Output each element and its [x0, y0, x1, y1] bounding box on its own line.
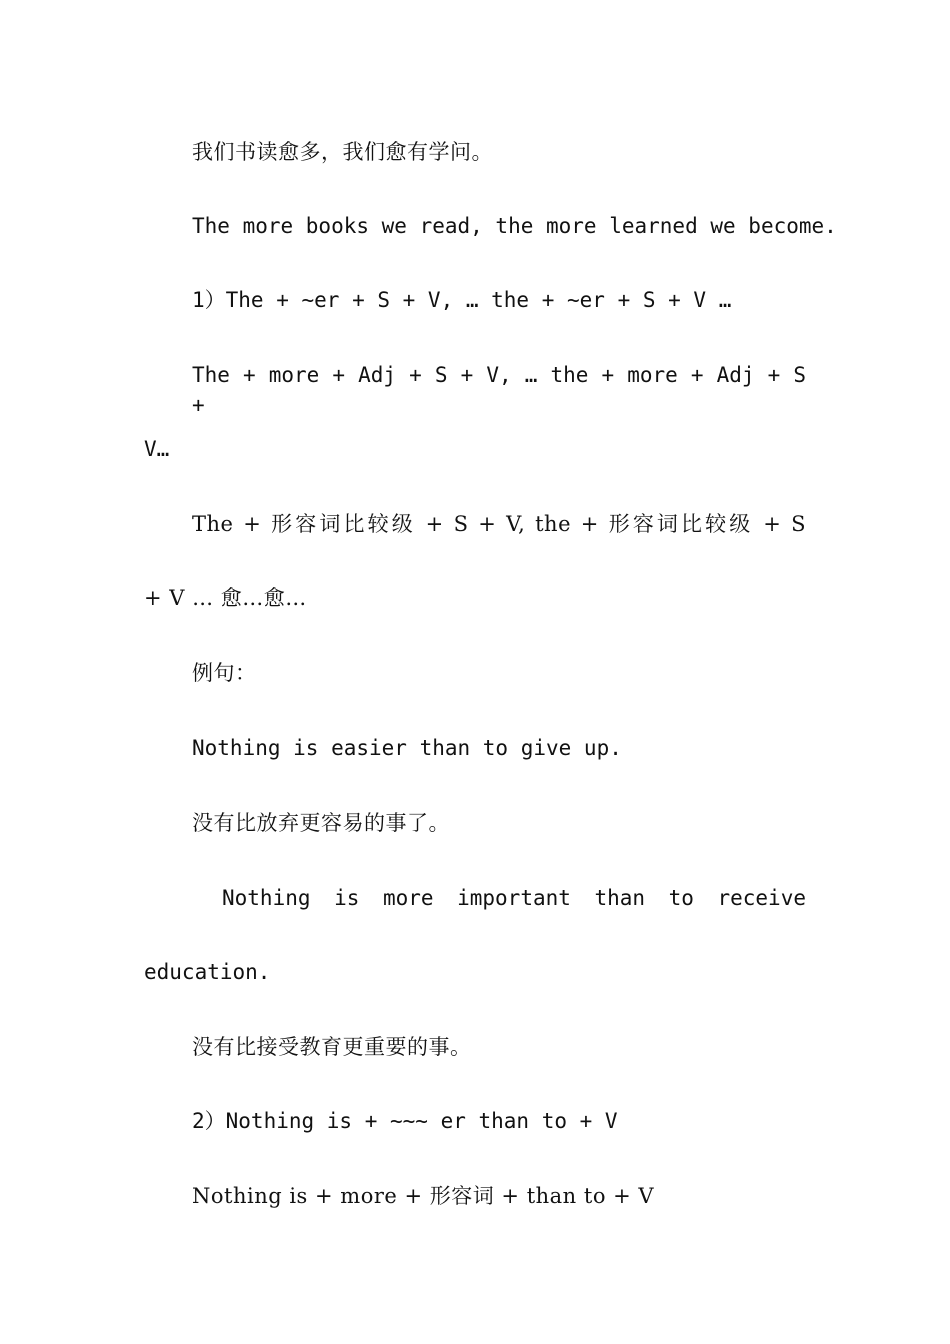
- pattern-1-heading: 1）The + ~er + S + V, … the + ~er + S + V …: [192, 288, 732, 312]
- pattern-2-heading: 2）Nothing is + ~~~ er than to + V: [192, 1109, 618, 1133]
- example-chinese-2: 没有比接受教育更重要的事。: [192, 1035, 472, 1059]
- english-sentence-1: The more books we read, the more learned we become.: [192, 214, 837, 238]
- example-chinese-1: 没有比放弃更容易的事了。: [192, 811, 450, 835]
- pattern-1-comparative: The + 形容词比较级 + S + V, the + 形容词比较级 + S: [192, 512, 806, 536]
- pattern-1-more-adj: The + more + Adj + S + V, … the + more + Adj + S +: [192, 363, 806, 417]
- pattern-1-more-adj-continued: V…: [144, 437, 170, 461]
- pattern-1-comparative-continued: + V … 愈…愈…: [144, 586, 307, 610]
- example-english-2-continued: education.: [144, 960, 271, 984]
- pattern-2-detail: Nothing is + more + 形容词 + than to + V: [192, 1184, 655, 1208]
- example-english-1: Nothing is easier than to give up.: [192, 736, 622, 760]
- examples-label: 例句：: [192, 661, 257, 685]
- chinese-sentence-1: 我们书读愈多，我们愈有学问。: [192, 140, 493, 164]
- example-english-2: Nothing is more important than to receive: [222, 886, 806, 910]
